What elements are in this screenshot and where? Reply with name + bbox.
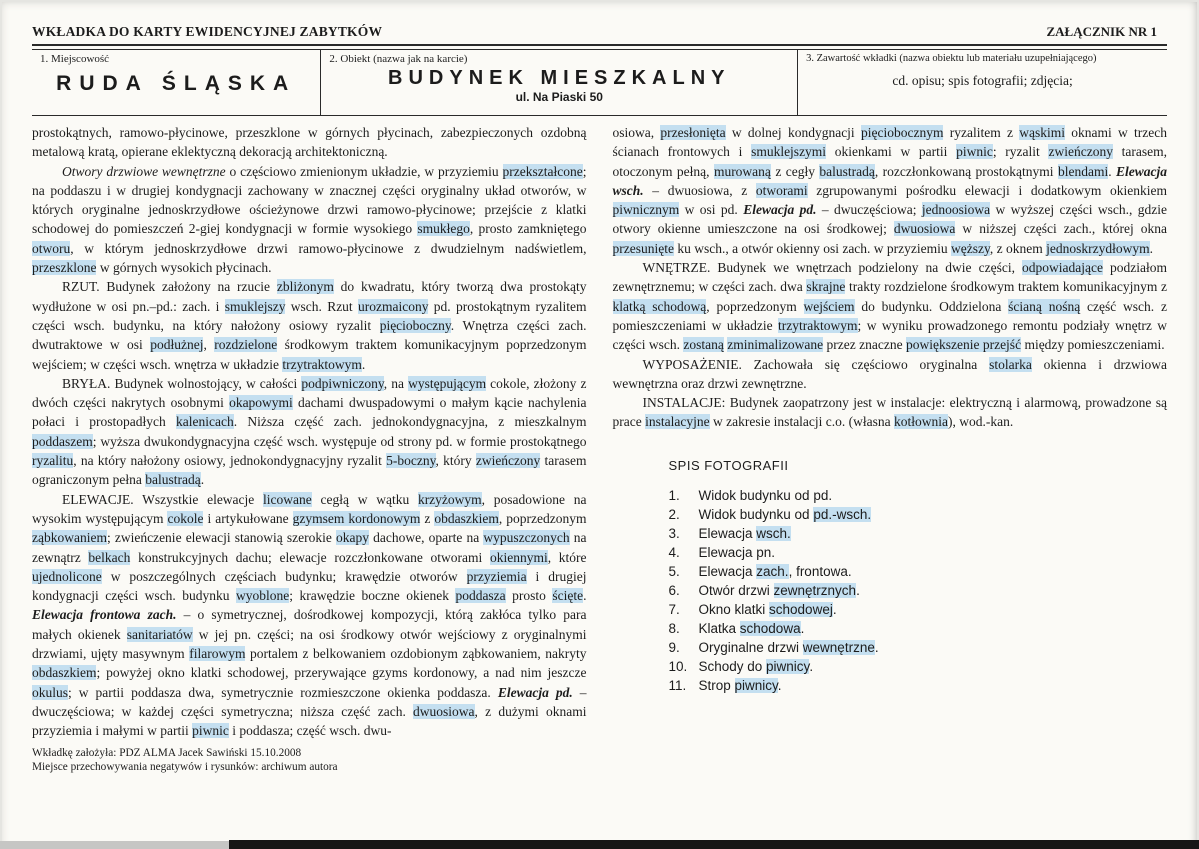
footnote — [32, 746, 1167, 775]
info-table — [32, 49, 1167, 116]
highlighted-text: wypuszczonych — [483, 530, 570, 546]
highlighted-text: wąskimi — [1019, 125, 1065, 140]
photo-list-item — [669, 486, 1168, 505]
highlighted-text: kotłownia — [894, 414, 949, 430]
text-run: ; w partii poddasza dwa, symetrycznie rozmieszczone okienka poddasza. — [68, 684, 498, 700]
text-run: prostokątnych, ramowo-płycinowe, przeszklone w górnych płycinach, zabezpieczonych ozdobną metalową kratą, opierane eklektyczną dekoracją architektoniczną. — [32, 125, 587, 160]
highlighted-text: okulus — [32, 684, 69, 700]
text-run: cokole, złożony z dwóch części nakrytych osobnymi — [32, 375, 587, 411]
text-run: . Wnętrza części zach. dwutraktowe w osi — [32, 317, 587, 353]
highlighted-text: cokole — [167, 510, 204, 526]
text-run: . — [777, 678, 782, 694]
text-run: . — [809, 659, 814, 675]
highlighted-text: zwieńczony — [1048, 144, 1113, 160]
highlighted-text: piwnic — [192, 723, 229, 739]
text-run: Elewacja pn. — [698, 545, 776, 561]
photo-list — [669, 486, 1168, 695]
text-run: . — [200, 472, 205, 488]
text-run: . — [1108, 163, 1117, 179]
highlighted-text: przesunięte — [612, 240, 674, 256]
highlighted-text: pd.-wsch. — [813, 507, 872, 523]
highlighted-text: otworu — [32, 240, 71, 256]
photo-list-item-number: 5. — [668, 564, 680, 580]
highlighted-text: smukłego — [417, 221, 470, 237]
text-run: o częściowo zmienionym układzie, w przyziemiu — [225, 163, 503, 179]
text-run: środkowym traktem komunikacyjnym poprzedzonym wejściem; w części wsch. wnętrza w układzie — [32, 337, 587, 372]
photo-list-item-number: 9. — [668, 640, 680, 656]
highlighted-text: zach. — [756, 564, 789, 580]
photo-list-item-number: 2. — [668, 507, 680, 523]
highlighted-text: piwnicy — [766, 659, 810, 675]
highlighted-text: ujednolicone — [32, 568, 102, 584]
text-run: ), wod.-kan. — [948, 414, 1014, 430]
highlighted-text: wyoblone — [236, 588, 290, 604]
field-value-obiekt: BUDYNEK MIESZKALNY — [388, 67, 731, 89]
text-run: BRYŁA. Budynek wolnostojący, w całości — [62, 375, 302, 391]
text-run: . — [361, 356, 366, 372]
paragraph — [32, 374, 587, 490]
text-run: . — [583, 588, 587, 604]
text-run: ryzalitem z — [943, 125, 1020, 140]
photo-list-item — [669, 505, 1168, 524]
document-title: WKŁADKA DO KARTY EWIDENCYJNEJ ZABYTKÓW — [32, 24, 383, 39]
text-run: ku wsch., a otwór okienny osi zach. w przyziemiu — [673, 240, 952, 256]
text-run: i poddasza; część wsch. dwu- — [228, 723, 392, 739]
field-label-miejscowosc: 1. Miejscowość — [40, 53, 110, 65]
photo-list-item-text — [699, 505, 872, 524]
field-value-miejscowosc: RUDA ŚLĄSKA — [56, 72, 297, 95]
text-run: , frontowa. — [788, 564, 852, 580]
photo-list-item — [669, 619, 1168, 638]
text-run: ELEWACJE. Wszystkie elewacje — [62, 491, 264, 507]
highlighted-text: smuklejszymi — [751, 144, 827, 160]
text-run: ; zwieńczenie elewacji stanowią szerokie — [106, 530, 337, 546]
highlighted-text: poddaszem — [32, 433, 93, 449]
photo-list-item-text — [699, 562, 852, 581]
text-run: RZUT. Budynek założony na rzucie — [62, 279, 277, 295]
text-run: Widok budynku od — [698, 507, 814, 523]
paragraph — [613, 393, 1168, 432]
highlighted-text: belkach — [88, 549, 131, 565]
highlighted-text: zewnętrznych — [773, 583, 857, 599]
highlighted-text: wsch. — [756, 526, 791, 542]
field-value-address: ul. Na Piaski 50 — [515, 90, 603, 104]
text-column-left — [32, 123, 587, 741]
highlighted-text: piwnic — [956, 144, 993, 160]
highlighted-text: instalacyjne — [645, 414, 710, 430]
highlighted-text: okiennymi — [489, 549, 548, 565]
photo-list-item-text — [699, 581, 860, 600]
highlighted-text: gzymsem kordonowym — [292, 510, 421, 526]
text-run: między pomieszczeniami. — [1021, 337, 1165, 353]
highlighted-text: smuklejszy — [224, 298, 286, 314]
highlighted-text: trzytraktowym — [282, 356, 362, 372]
footnote-line-author: Wkładkę założyła: PDZ ALMA Jacek Sawiński 15.10.2008 — [32, 746, 302, 759]
highlighted-text: dwuosiowa — [893, 221, 956, 237]
highlighted-text: wewnętrzne — [802, 640, 875, 656]
text-run: w poszczególnych częściach budynku; krawędzie otworów — [101, 568, 467, 584]
text-run: Elewacja — [698, 564, 757, 580]
footnote-line-archive: Miejsce przechowywania negatywów i rysunków: archiwum autora — [32, 761, 338, 773]
highlighted-text: jednoskrzydłowym — [1046, 240, 1150, 256]
scan-black-bar-artifact — [229, 840, 1199, 849]
text-run: . — [1149, 240, 1154, 256]
text-run: i artykułowane — [203, 510, 293, 526]
highlighted-text: urozmaicony — [358, 298, 429, 314]
text-run: – dwuczęściowa; w każdej części symetryczna; niższa część zach. — [32, 684, 587, 719]
highlighted-text: stolarka — [989, 356, 1032, 372]
highlighted-text: piwnicy — [734, 678, 778, 694]
text-run: okienna i drzwiowa wewnętrzna oraz drzwi zewnętrzne. — [612, 356, 1167, 391]
paragraph — [613, 123, 1168, 258]
text-run: do kwadratu, który tworzą dwa prostokąty wydłużone w osi pn.–pd.: zach. i — [32, 279, 587, 314]
photo-list-item-text — [699, 619, 805, 638]
text-run: INSTALACJE: Budynek zaopatrzony jest w instalacje: elektryczną i alarmową, prowadzone są prace — [612, 395, 1167, 430]
text-run: trakty rozdzielone środkowym traktem komunikacyjnym z — [845, 279, 1167, 295]
text-run: ; na poddaszu i w drugiej kondygnacji zachowany w znacznej części oryginalny układ otworów, w których oryginalne jednoskrzydłowe ościeżynowe drzwi ramowo-płycinowe; przejście z klatki schodowej do pomieszczeń 2-giej kondygnacji w formie wysokiego — [32, 163, 587, 237]
text-run: , w którym jednoskrzydłowe drzwi ramowo-płycinowe z dwudzielnym nadświetlem, — [70, 240, 587, 256]
photo-list-item-number: 4. — [668, 545, 680, 561]
text-run: Schody do — [698, 659, 767, 675]
text-run: cegłą w wątku — [311, 491, 418, 507]
highlighted-text: filarowym — [189, 646, 246, 662]
text-run: ; w wyniku prowadzonego remontu podziały wnętrz w części wsch. — [612, 317, 1167, 353]
text-run: z cegły — [770, 163, 820, 179]
photo-list-item-text — [699, 600, 837, 619]
paragraph — [32, 162, 587, 278]
text-run: z — [420, 510, 435, 526]
attachment-number: ZAŁĄCZNIK NR 1 — [1046, 24, 1157, 39]
text-run: Klatka — [698, 621, 740, 637]
highlighted-text: występującym — [408, 375, 487, 391]
highlighted-text: przekształcone — [502, 163, 583, 179]
highlighted-text: pięciobocznym — [860, 125, 944, 140]
text-run: przez znaczne — [823, 337, 906, 353]
text-run: Elewacja wsch. — [612, 163, 1168, 198]
photo-list-item-text — [699, 638, 879, 657]
photo-list-item — [669, 600, 1168, 619]
highlighted-text: krzyżowym — [417, 491, 482, 507]
text-run: prosto — [505, 588, 553, 604]
text-run: w osi pd. — [679, 202, 744, 218]
highlighted-text: przesłonięta — [660, 125, 726, 140]
highlighted-text: dwuosiowa — [413, 703, 475, 719]
highlighted-text: ścianą nośną — [1008, 298, 1081, 314]
highlighted-text: murowaną — [713, 163, 771, 179]
highlighted-text: przeszklone — [32, 260, 97, 276]
text-run: zgrupowanymi pośrodku elewacji i dodatkowym okienkiem — [807, 182, 1167, 198]
text-run: pd. prostokątnym ryzalitem części wsch. budynku, na który nałożony osiowy ryzalit — [32, 298, 587, 333]
text-run: Okno klatki — [698, 602, 770, 618]
photo-list-item-number: 1. — [668, 488, 680, 504]
photo-list-item-text — [699, 486, 833, 505]
photo-list-item-number: 3. — [668, 526, 680, 542]
text-run: WNĘTRZE. Budynek we wnętrzach podzielony na dwie części, — [642, 260, 1022, 276]
highlighted-text: powiększenie przejść — [905, 337, 1022, 353]
paragraph — [32, 277, 587, 373]
text-run: w jej pn. części; na osi środkowy otwór wejściowy z oryginalnymi drzwiami, ujęty masywnym — [32, 626, 587, 662]
photo-list-item-text — [699, 543, 776, 562]
text-run: ; ryzalit — [992, 144, 1049, 160]
text-column-right — [613, 123, 1168, 741]
highlighted-text: balustradą — [145, 472, 201, 488]
text-run: Elewacja — [698, 526, 757, 542]
text-column-right-paragraphs — [613, 123, 1168, 432]
highlighted-text: poddasza — [455, 588, 506, 604]
text-run: do budynku. Oddzielona — [854, 298, 1009, 314]
photo-list-item-number: 10. — [668, 659, 688, 675]
highlighted-text: rozdzielone — [214, 337, 278, 353]
text-run: dachami dwuspadowymi o małym kącie nachylenia połaci i prostopadłych — [32, 395, 587, 430]
text-run: , na który nałożony osiowy, jednokondygnacyjny ryzalit — [73, 453, 387, 469]
highlighted-text: licowane — [263, 491, 312, 507]
text-run: ; krawędzie boczne okienek — [289, 588, 456, 604]
text-run: , który — [435, 453, 476, 469]
highlighted-text: jednoosiowa — [921, 202, 991, 218]
text-run: Elewacja pd. — [743, 202, 817, 218]
text-run: – dwuczęściowa; — [816, 202, 922, 218]
photo-list-item — [669, 581, 1168, 600]
highlighted-text: blendami — [1057, 163, 1109, 179]
text-run: w górnych wysokich płycinach. — [96, 260, 272, 276]
text-run: . — [874, 640, 879, 656]
text-run: , które — [547, 549, 587, 565]
text-run: dachowe, oparte na — [369, 530, 484, 546]
page-header — [32, 24, 1167, 46]
photo-list-item — [669, 676, 1168, 695]
text-run: . Niższa część zach. jednokondygnacyjna, z mieszkalnym — [233, 414, 587, 430]
text-run: , z oknem — [989, 240, 1047, 256]
photo-list-item-text — [699, 524, 791, 543]
highlighted-text: ścięte — [552, 588, 584, 604]
photo-list-item-number: 6. — [668, 583, 680, 599]
field-label-obiekt: 2. Obiekt (nazwa jak na karcie) — [329, 53, 468, 65]
text-run: . — [856, 583, 860, 599]
text-run: , z dużymi oknami przyziemia i małymi w partii — [32, 703, 587, 739]
highlighted-text: balustradą — [819, 163, 875, 179]
text-run: Elewacja pd. — [497, 684, 573, 700]
highlighted-text: klatką schodową — [612, 298, 707, 314]
text-run: Widok budynku od pd. — [698, 488, 833, 504]
text-run: w dolnej kondygnacji — [725, 125, 861, 140]
photo-list-item-number: 7. — [668, 602, 680, 618]
text-run: . — [832, 602, 837, 618]
highlighted-text: zbliżonym — [276, 279, 334, 295]
highlighted-text: schodowej — [769, 602, 833, 618]
text-run: Elewacja frontowa zach. — [32, 607, 177, 623]
text-run: w wyższej części wsch., gdzie otwory okienne umieszczone na osi środkowej; — [612, 202, 1167, 237]
text-run: część wsch. z pomieszczeniami w układzie — [612, 298, 1167, 333]
scan-edge-artifact — [0, 841, 229, 849]
photo-list-item-text — [699, 676, 782, 695]
text-run: tarasem ograniczonym pełna — [32, 453, 587, 488]
text-run: wsch. Rzut — [285, 298, 358, 314]
text-run: konstrukcyjnych dachu; elewacje rozczłonkowane otworami — [130, 549, 490, 565]
highlighted-text: ryzalitu — [32, 453, 74, 469]
highlighted-text: zostaną — [683, 337, 724, 353]
highlighted-text: obdaszkiem — [434, 510, 499, 526]
highlighted-text: ząbkowaniem — [32, 530, 107, 546]
photo-list-item — [669, 524, 1168, 543]
text-run: , na — [383, 375, 409, 391]
photo-list-title: SPIS FOTOGRAFII — [668, 457, 789, 473]
text-run: – o symetrycznej, dośrodkowej kompozycji, którą zakłóca tylko para małych okienek — [32, 607, 587, 642]
highlighted-text: sanitariatów — [126, 626, 193, 642]
field-label-zawartosc: 3. Zawartość wkładki (nazwa obiektu lub materiału uzupełniającego) — [806, 53, 1097, 64]
photo-list-item — [669, 543, 1168, 562]
text-run: podziałom zewnętrznemu; w części zach. dwa — [612, 260, 1167, 295]
text-run: , poprzedzonym — [706, 298, 804, 314]
paragraph — [32, 490, 587, 741]
text-run: , poprzedzonym — [498, 510, 587, 526]
info-cell-obiekt — [321, 50, 798, 115]
highlighted-text: przyziemia — [466, 568, 527, 584]
highlighted-text: schodowa — [739, 621, 801, 637]
highlighted-text: kalenicach — [176, 414, 234, 430]
text-run: – dwuosiowa, z — [643, 182, 756, 198]
text-run: portalem z belkowaniem ozdobionym ząbkowaniem, nakryty — [245, 646, 587, 662]
highlighted-text: 5-boczny — [386, 453, 436, 469]
highlighted-text: okapy — [336, 530, 370, 546]
text-run: , posadowione na wysokim występującym — [32, 491, 587, 526]
text-run: , prosto zamkniętego — [469, 221, 587, 237]
highlighted-text: pięcioboczny — [379, 317, 451, 333]
text-run: okienkami w partii — [826, 144, 957, 160]
text-run: Oryginalne drzwi — [698, 640, 803, 656]
highlighted-text: okapowymi — [229, 395, 293, 411]
paragraph — [613, 355, 1168, 394]
text-run: na zewnątrz — [32, 530, 587, 565]
text-run: Otwory drzwiowe wewnętrzne — [62, 163, 226, 179]
paragraph — [32, 123, 587, 162]
photo-list-item — [669, 638, 1168, 657]
text-run: ; powyżej okno klatki schodowej, przerywające gzyms kordonowy, a nad nim jeszcze — [96, 665, 587, 681]
text-run: , rozczłonkowaną prostokątnymi — [874, 163, 1058, 179]
highlighted-text: obdaszkiem — [32, 665, 97, 681]
highlighted-text: piwnicznym — [612, 202, 680, 218]
text-run: i drugiej kondygnacji części wsch. budynku — [32, 568, 587, 604]
highlighted-text: otworami — [755, 182, 808, 198]
photo-list-item-number: 11. — [668, 678, 687, 694]
highlighted-text: zminimalizowane — [727, 337, 824, 353]
photo-list-item — [669, 562, 1168, 581]
text-run: w niższej części zach., której okna — [955, 221, 1167, 237]
text-run: ; wyższa dwukondygnacyjna część wsch. występuje od strony pd. w formie prostokątnego — [92, 433, 587, 449]
text-run: Strop — [698, 678, 735, 694]
text-run: osiowa, — [612, 125, 661, 140]
field-value-zawartosc: cd. opisu; spis fotografii; zdjęcia; — [892, 73, 1073, 88]
highlighted-text: trzytraktowym — [778, 317, 858, 333]
photo-list-item-text — [699, 657, 814, 676]
photo-list-item-number: 8. — [668, 621, 680, 637]
text-run: WYPOSAŻENIE. Zachowała się częściowo oryginalna — [642, 356, 990, 372]
highlighted-text: skrajne — [806, 279, 846, 295]
text-run: , — [203, 337, 215, 353]
paragraph — [613, 258, 1168, 354]
text-run: . — [800, 621, 805, 637]
highlighted-text: węższy — [951, 240, 990, 256]
info-cell-zawartosc — [798, 50, 1167, 115]
highlighted-text: wejściem — [803, 298, 855, 314]
text-run: w zakresie instalacji c.o. (własna — [709, 414, 895, 430]
photo-list-section — [669, 456, 1168, 695]
info-cell-miejscowosc — [32, 50, 321, 115]
body-text — [32, 123, 1167, 741]
text-run: oknami w trzech ścianach frontowych i — [612, 125, 1168, 160]
text-run: Otwór drzwi — [698, 583, 774, 599]
photo-list-item — [669, 657, 1168, 676]
highlighted-text: podpiwniczony — [301, 375, 384, 391]
highlighted-text: zwieńczony — [475, 453, 541, 469]
highlighted-text: podłużnej — [150, 337, 204, 353]
highlighted-text: odpowiadające — [1021, 260, 1103, 276]
text-run: tarasem, otoczonym pełną, — [612, 144, 1168, 179]
